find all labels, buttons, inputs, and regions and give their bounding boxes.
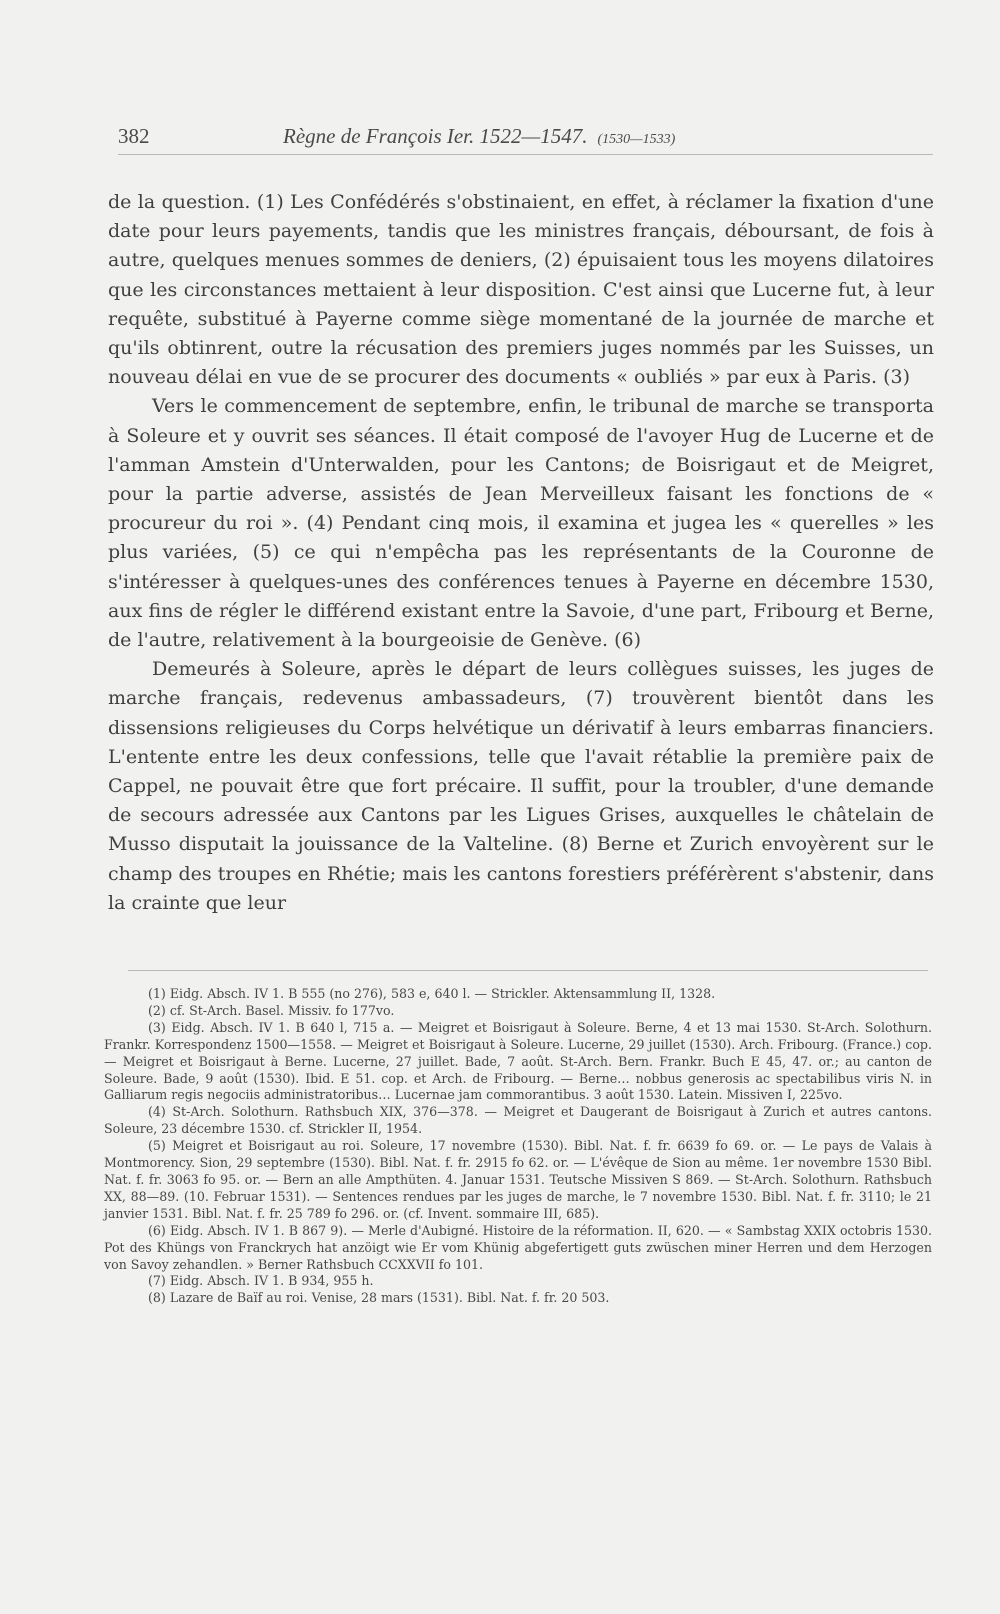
footnote: (2) cf. St-Arch. Basel. Missiv. fo 177vo. bbox=[148, 1002, 395, 1018]
running-title-text: Règne de François Ier. 1522—1547. bbox=[283, 124, 588, 148]
footnotes bbox=[104, 986, 932, 1307]
footnote: (7) Eidg. Absch. IV 1. B 934, 955 h. bbox=[148, 1273, 374, 1289]
footnote: (5) Meigret et Boisrigaut au roi. Soleure, 17 novembre (1530). Bibl. Nat. f. fr. 6639 fo 69. or. — Le pays de Valais à Montmorency. Sion, 29 septembre (1530). Bibl. Nat. f. fr. 2915 fo 62. or. — L'évêque de Sion au même. 1er novembre 1530 Bibl. Nat. f. fr. 3063 fo 95. or. — Bern an alle Ampthüten. 4. Januar 1531. Teutsche Missiven S 869. — St-Arch. Solothurn. Rathsbuch XX, 88—89. (10. Februar 1531). — Sentences rendues par les juges de marche, le 7 novembre 1530. Bibl. Nat. f. fr. 3110; le 21 janvier 1531. Bibl. Nat. f. fr. 25 789 fo 296. or. (cf. Invent. sommaire III, 685). bbox=[104, 1138, 932, 1221]
footnote: (6) Eidg. Absch. IV 1. B 867 9). — Merle d'Aubigné. Histoire de la réformation. II, 620. — « Sambstag XXIX octobris 1530. Pot des Khüngs von Franckrych hat anzöigt wie Er vom Khünig abgefertigett guts zwüschen miner Herren und dem Herzogen von Savoy zehandlen. » Berner Rathsbuch CCXXVII fo 101. bbox=[104, 1222, 932, 1272]
footnote: (1) Eidg. Absch. IV 1. B 555 (no 276), 583 e, 640 l. — Strickler. Aktensammlung II, 1328. bbox=[148, 986, 716, 1001]
footnote: (4) St-Arch. Solothurn. Rathsbuch XIX, 376—378. — Meigret et Daugerant de Boisrigaut à Zurich et autres cantons. Soleure, 23 décembre 1530. cf. Strickler II, 1954. bbox=[104, 1104, 932, 1137]
footnote: (8) Lazare de Baïf au roi. Venise, 28 mars (1531). Bibl. Nat. f. fr. 20 503. bbox=[148, 1290, 610, 1306]
footnote: (3) Eidg. Absch. IV 1. B 640 l, 715 a. — Meigret et Boisrigaut à Soleure. Berne, 4 et 13 mai 1530. St-Arch. Solothurn. Frankr. Korrespondenz 1500—1558. — Meigret et Boisrigaut à Soleure. Lucerne, 29 juillet (1530). Arch. Fribourg. (France.) cop. — Meigret et Boisrigaut à Berne. Lucerne, 27 juillet. Bade, 7 août. St-Arch. Bern. Frankr. Buch E 45, 47. or.; au canton de Soleure. Bade, 9 août (1530). Ibid. E 51. cop. et Arch. de Fribourg. — Berne… nobbus generosis ac spectabilibus viris N. in Galliarum regis negociis administratoribus… Lucernae jam commorantibus. 3 août 1530. Latein. Missiven I, 225vo. bbox=[104, 1019, 932, 1103]
paragraph: Demeurés à Soleure, après le départ de leurs collègues suisses, les juges de marche français, redevenus ambassadeurs, (7) trouvèrent bientôt dans les dissensions religieuses du Corps helvétique un dérivatif à leurs embarras financiers. L'entente entre les deux confessions, telle que l'avait rétablie la première paix de Cappel, ne pouvait être que fort précaire. Il suffit, pour la troubler, d'une demande de secours adressée aux Cantons par les Ligues Grises, auxquelles le châtelain de Musso disputait la jouissance de la Valteline. (8) Berne et Zurich envoyèrent sur le champ des troupes en Rhétie; mais les cantons forestiers préférèrent s'abstenir, dans la crainte que leur bbox=[108, 658, 934, 914]
paragraph: de la question. (1) Les Confédérés s'obstinaient, en effet, à réclamer la fixation d'une date pour leurs payements, tandis que les ministres français, déboursant, de fois à autre, quelques menues sommes de deniers, (2) épuisaient tous les moyens dilatoires que les circonstances mettaient à leur disposition. C'est ainsi que Lucerne fut, à leur requête, substitué à Payerne comme siège momentané de la journée de marche et qu'ils obtinrent, outre la récusation des premiers juges nommés par les Suisses, un nouveau délai en vue de se procurer des documents « oubliés » par eux à Paris. (3) bbox=[108, 191, 934, 389]
paragraph: Vers le commencement de septembre, enfin, le tribunal de marche se transporta à Soleure et y ouvrit ses séances. Il était composé de l'avoyer Hug de Lucerne et de l'amman Amstein d'Unterwalden, pour les Cantons; de Boisrigaut et de Meigret, pour la partie adverse, assistés de Jean Merveilleux faisant les fonctions de « procureur du roi ». (4) Pendant cinq mois, il examina et jugea les « querelles » les plus variées, (5) ce qui n'empêcha pas les représentants de la Couronne de s'intéresser à quelques-unes des conférences tenues à Payerne en décembre 1530, aux fins de régler le différend existant entre la Savoie, d'une part, Fribourg et Berne, de l'autre, relativement à la bourgeoisie de Genève. (6) bbox=[108, 395, 934, 652]
running-title bbox=[283, 124, 675, 149]
running-header bbox=[118, 120, 933, 155]
page-number: 382 bbox=[118, 124, 150, 148]
main-text bbox=[108, 188, 934, 918]
date-range: (1530—1533) bbox=[597, 132, 676, 147]
footnote-divider bbox=[128, 970, 928, 971]
